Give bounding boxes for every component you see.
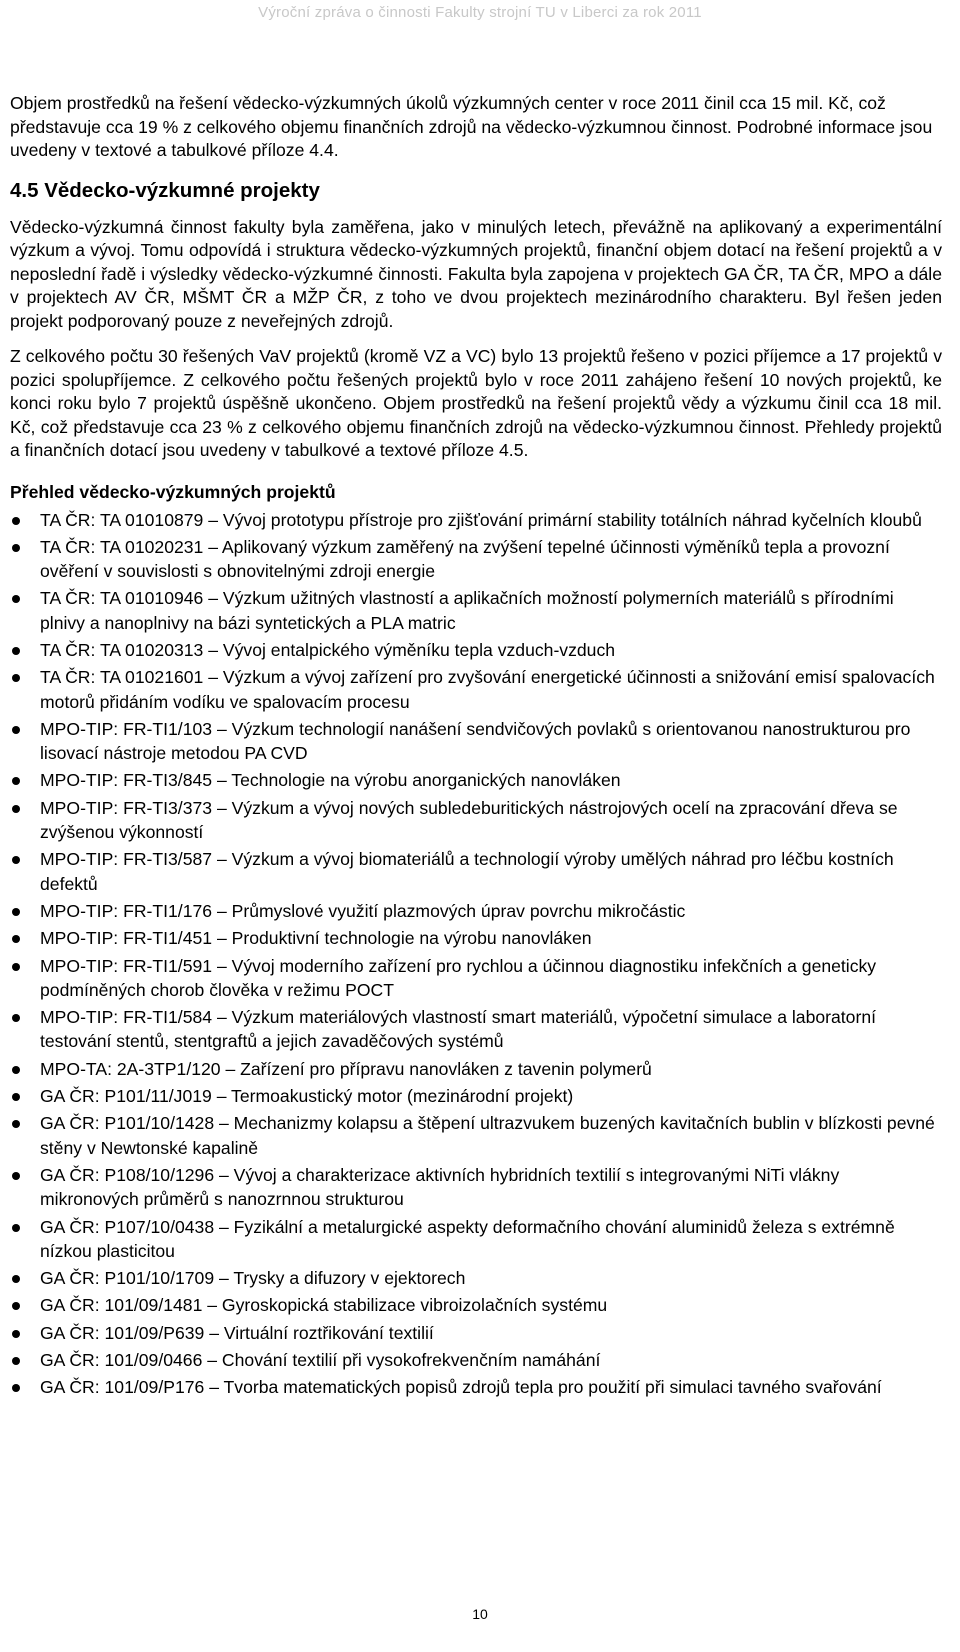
project-item-text: MPO-TIP: FR-TI1/176 – Průmyslové využití plazmových úprav povrchu mikročástic	[40, 900, 686, 921]
project-item-text: TA ČR: TA 01020313 – Vývoj entalpického výměníku tepla vzduch-vzduch	[40, 639, 616, 660]
bullet-icon	[12, 1120, 20, 1128]
project-item-text: MPO-TA: 2A-3TP1/120 – Zařízení pro přípravu nanovláken z tavenin polymerů	[40, 1058, 652, 1079]
project-item	[10, 586, 942, 635]
project-item	[10, 954, 942, 1003]
project-item-text: MPO-TIP: FR-TI1/591 – Vývoj moderního zařízení pro rychlou a účinnou diagnostiku infekčních a geneticky podmíněných chorob člověka v režimu POCT	[40, 955, 877, 1000]
project-item-text: GA ČR: P101/10/1709 – Trysky a difuzory v ejektorech	[40, 1268, 466, 1289]
section-paragraph-2: Z celkového počtu 30 řešených VaV projektů (kromě VZ a VC) bylo 13 projektů řešeno v pozici příjemce a 17 projektů v pozici spolupříjemce. Z celkového počtu řešených projektů bylo v roce 2011 zahájeno řešení 10 nových projektů, ke konci roku bylo 7 projektů úspěšně ukončeno. Objem prostředků na řešení projektů vědy a výzkumu činil cca 18 mil. Kč, což představuje cca 23 % z celkového objemu finančních zdrojů na vědecko-výzkumnou činnost. Přehledy projektů a finančních dotací jsou uvedeny v tabulkové a textové příloze 4.5.	[10, 346, 942, 460]
project-item-text: TA ČR: TA 01010946 – Výzkum užitných vlastností a aplikačních možností polymerních materiálů s přírodními plnivy a nanoplnivy na bázi syntetických a PLA matric	[40, 588, 894, 633]
project-item-text: GA ČR: 101/09/0466 – Chování textilií při vysokofrekvenčním namáhání	[40, 1350, 601, 1370]
project-list	[10, 508, 942, 1400]
project-list-title: Přehled vědecko-výzkumných projektů	[10, 481, 336, 502]
project-item-text: MPO-TIP: FR-TI1/103 – Výzkum technologií nanášení sendvičových povlaků s orientovanou nanostrukturou pro lisovací nástroje metodou PA CVD	[40, 718, 911, 764]
bullet-icon	[12, 1224, 20, 1232]
project-item	[10, 1293, 942, 1317]
project-item	[10, 1215, 942, 1264]
bullet-icon	[12, 517, 20, 525]
bullet-icon	[12, 805, 20, 813]
bullet-icon	[12, 1357, 20, 1365]
bullet-icon	[12, 1014, 20, 1022]
bullet-icon	[12, 1066, 20, 1074]
project-item-text: GA ČR: 101/09/1481 – Gyroskopická stabilizace vibroizolačních systému	[40, 1295, 608, 1316]
bullet-icon	[12, 1093, 20, 1101]
project-item	[10, 717, 942, 766]
bullet-icon	[12, 935, 20, 943]
project-item-text: MPO-TIP: FR-TI3/845 – Technologie na výrobu anorganických nanovláken	[40, 770, 621, 791]
project-item-text: MPO-TIP: FR-TI3/587 – Výzkum a vývoj biomateriálů a technologií výroby umělých náhrad pro léčbu kostních defektů	[40, 849, 894, 894]
project-item	[10, 1084, 942, 1108]
bullet-icon	[12, 674, 20, 682]
bullet-icon	[12, 1172, 20, 1180]
bullet-icon	[12, 908, 20, 916]
intro-paragraph: Objem prostředků na řešení vědecko-výzkumných úkolů výzkumných center v roce 2011 činil cca 15 mil. Kč, což představuje cca 19 % z celkového objemu finančních zdrojů na vědecko-výzkumnou činnost. Podrobné informace jsou uvedeny v textové a tabulkové příloze 4.4.	[10, 93, 933, 160]
bullet-icon	[12, 856, 20, 864]
project-item-text: GA ČR: P107/10/0438 – Fyzikální a metalurgické aspekty deformačního chování aluminidů železa s extrémně nízkou plasticitou	[40, 1216, 895, 1261]
project-item	[10, 796, 942, 845]
project-item	[10, 1266, 942, 1290]
bullet-icon	[12, 777, 20, 785]
section-paragraph-1: Vědecko-výzkumná činnost fakulty byla zaměřena, jako v minulých letech, převážně na aplikovaný a experimentální výzkum a vývoj. Tomu odpovídá i struktura vědecko-výzkumných projektů, finanční objem dotací na řešení projektů a v neposlední řadě i výsledky vědecko-výzkumné činnosti. Fakulta byla zapojena v projektech GA ČR, TA ČR, MPO a dále v projektech AV ČR, MŠMT ČR a MŽP ČR, z toho ve dvou projektech mezinárodního charakteru. Byl řešen jeden projekt podporovaný pouze z neveřejných zdrojů.	[10, 216, 942, 331]
running-header: Výroční zpráva o činnosti Fakulty strojní TU v Liberci za rok 2011	[258, 4, 702, 21]
project-item-text: MPO-TIP: FR-TI1/451 – Produktivní technologie na výrobu nanovláken	[40, 928, 592, 949]
project-item	[10, 665, 942, 714]
project-item-text: GA ČR: 101/09/P176 – Tvorba matematických popisů zdrojů tepla pro použití při simulaci tavného svařování	[40, 1377, 882, 1398]
bullet-icon	[12, 1330, 20, 1338]
project-item	[10, 847, 942, 896]
bullet-icon	[12, 647, 20, 655]
bullet-icon	[12, 963, 20, 971]
section-title: 4.5 Vědecko-výzkumné projekty	[10, 178, 320, 202]
project-item	[10, 1348, 942, 1372]
project-item	[10, 535, 942, 584]
project-item	[10, 1005, 942, 1054]
project-item	[10, 1321, 942, 1345]
project-item-text: GA ČR: P101/11/J019 – Termoakustický motor (mezinárodní projekt)	[40, 1086, 574, 1107]
project-item-text: GA ČR: 101/09/P639 – Virtuální roztřikování textilií	[40, 1322, 434, 1343]
project-item-text: MPO-TIP: FR-TI3/373 – Výzkum a vývoj nových subledeburitických nástrojových ocelí na zpracování dřeva se zvýšenou výkonností	[40, 797, 898, 843]
project-item	[10, 1111, 942, 1160]
project-item	[10, 638, 942, 662]
project-item-text: GA ČR: P108/10/1296 – Vývoj a charakterizace aktivních hybridních textilií s integrovanými NiTi vlákny mikronových průměrů s nanozrnnou strukturou	[40, 1164, 840, 1210]
project-item	[10, 1057, 942, 1081]
project-item	[10, 899, 942, 923]
project-item-text: MPO-TIP: FR-TI1/584 – Výzkum materiálových vlastností smart materiálů, výpočetní simulace a laboratorní testování stentů, stentgraftů a jejich zavaděčových systémů	[40, 1007, 876, 1052]
page-content	[10, 92, 942, 1403]
bullet-icon	[12, 1302, 20, 1310]
project-item	[10, 1375, 942, 1399]
bullet-icon	[12, 595, 20, 603]
bullet-icon	[12, 1275, 20, 1283]
page-number: 10	[472, 1606, 488, 1622]
project-item-text: TA ČR: TA 01010879 – Vývoj prototypu přístroje pro zjišťování primární stability totálních náhrad kyčelních kloubů	[40, 509, 922, 530]
bullet-icon	[12, 1384, 20, 1392]
project-item	[10, 926, 942, 950]
bullet-icon	[12, 726, 20, 734]
project-item	[10, 768, 942, 792]
project-item	[10, 508, 942, 532]
bullet-icon	[12, 544, 20, 552]
project-item	[10, 1163, 942, 1212]
project-item-text: TA ČR: TA 01021601 – Výzkum a vývoj zařízení pro zvyšování energetické účinnosti a snižování emisí spalovacích motorů přidáním vodíku ve spalovacím procesu	[40, 667, 935, 712]
project-item-text: GA ČR: P101/10/1428 – Mechanizmy kolapsu a štěpení ultrazvukem buzených kavitačních bublin v blízkosti pevné stěny v Newtonské kapalině	[40, 1113, 935, 1158]
project-item-text: TA ČR: TA 01020231 – Aplikovaný výzkum zaměřený na zvýšení tepelné účinnosti výměníků tepla a provozní ověření v souvislosti s obnovitelnými zdroji energie	[40, 536, 890, 582]
